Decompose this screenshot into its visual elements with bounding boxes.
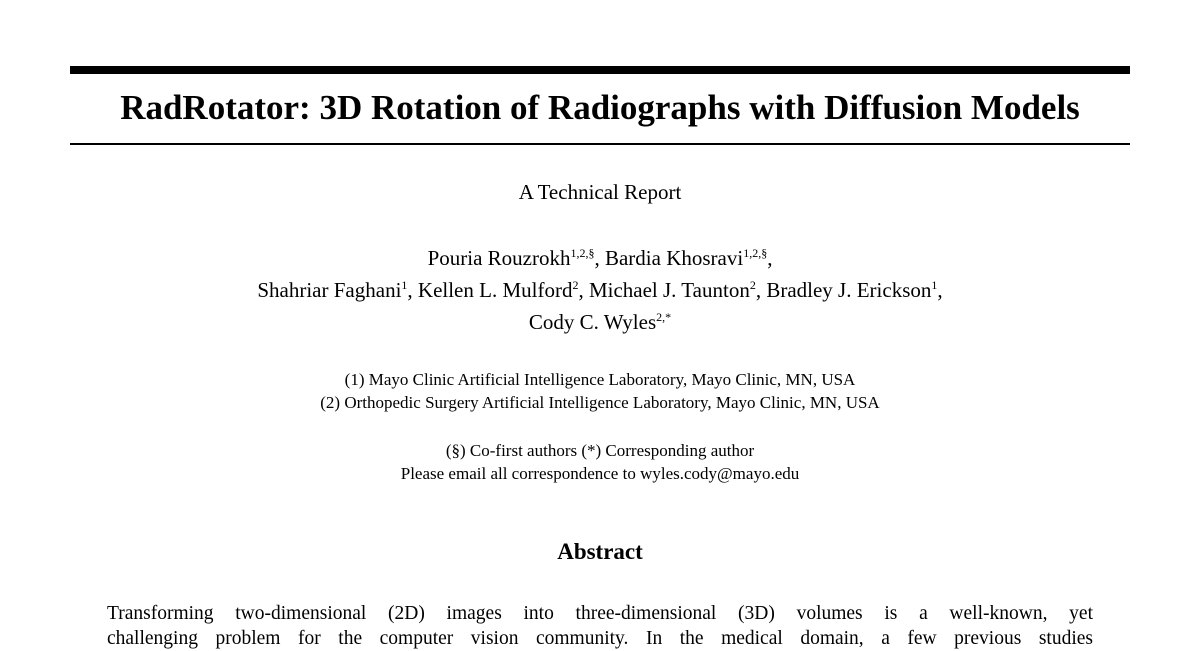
- affiliation-list: [0, 368, 1200, 414]
- author-line-2: Shahriar Faghani$^1$, Kellen L. Mulford$^2$, Michael J. Taunton$^2$, Bradley J. Erickson$^1$,: [257, 278, 943, 302]
- paper-subtitle: A Technical Report: [518, 180, 682, 204]
- paper-title: RadRotator: 3D Rotation of Radiographs with Diffusion Models: [120, 88, 1080, 127]
- author-affiliation-mark: 1,2,§: [570, 246, 595, 260]
- affiliation-item: (2) Orthopedic Surgery Artificial Intelligence Laboratory, Mayo Clinic, MN, USA: [320, 393, 880, 412]
- author-name: Shahriar Faghani: [257, 278, 402, 302]
- author-affiliation-mark: 1,2,§: [743, 246, 768, 260]
- author-affiliation-mark: 1: [931, 278, 938, 292]
- author-name: Pouria Rouzrokh: [427, 246, 571, 270]
- author-name: Cody C. Wyles: [528, 310, 657, 334]
- abstract-text: [107, 601, 1093, 651]
- author-notes: [0, 439, 1200, 485]
- correspondence-note: Please email all correspondence to wyles.cody@mayo.edu: [400, 464, 800, 483]
- author-name: Michael J. Taunton: [588, 278, 750, 302]
- author-name: Bardia Khosravi: [604, 246, 744, 270]
- abstract-heading: Abstract: [557, 539, 643, 564]
- author-affiliation-mark: 2: [749, 278, 756, 292]
- author-affiliation-mark: 2,*: [656, 310, 672, 324]
- author-affiliation-mark: 2: [572, 278, 579, 292]
- title-bottom-rule: [70, 143, 1130, 145]
- author-name: Kellen L. Mulford: [417, 278, 573, 302]
- author-list: [0, 242, 1200, 338]
- title-top-rule: [70, 66, 1130, 74]
- author-name: Bradley J. Erickson: [766, 278, 932, 302]
- author-line-3: [0, 306, 1200, 338]
- co-first-author-note: (§) Co-first authors (*) Corresponding author: [445, 441, 755, 460]
- author-line-1: Pouria Rouzrokh$^{1,2,\S}$, Bardia Khosravi$^{1,2,\S}$,: [427, 246, 773, 270]
- abstract-line: Transforming two-dimensional (2D) images into three-dimensional (3D) volumes is a well-known, yet: [107, 603, 1093, 624]
- author-affiliation-mark: 1: [401, 278, 408, 292]
- abstract-line: challenging problem for the computer vision community. In the medical domain, a few previous studies: [107, 628, 1093, 649]
- affiliation-item: (1) Mayo Clinic Artificial Intelligence Laboratory, Mayo Clinic, MN, USA: [344, 370, 856, 389]
